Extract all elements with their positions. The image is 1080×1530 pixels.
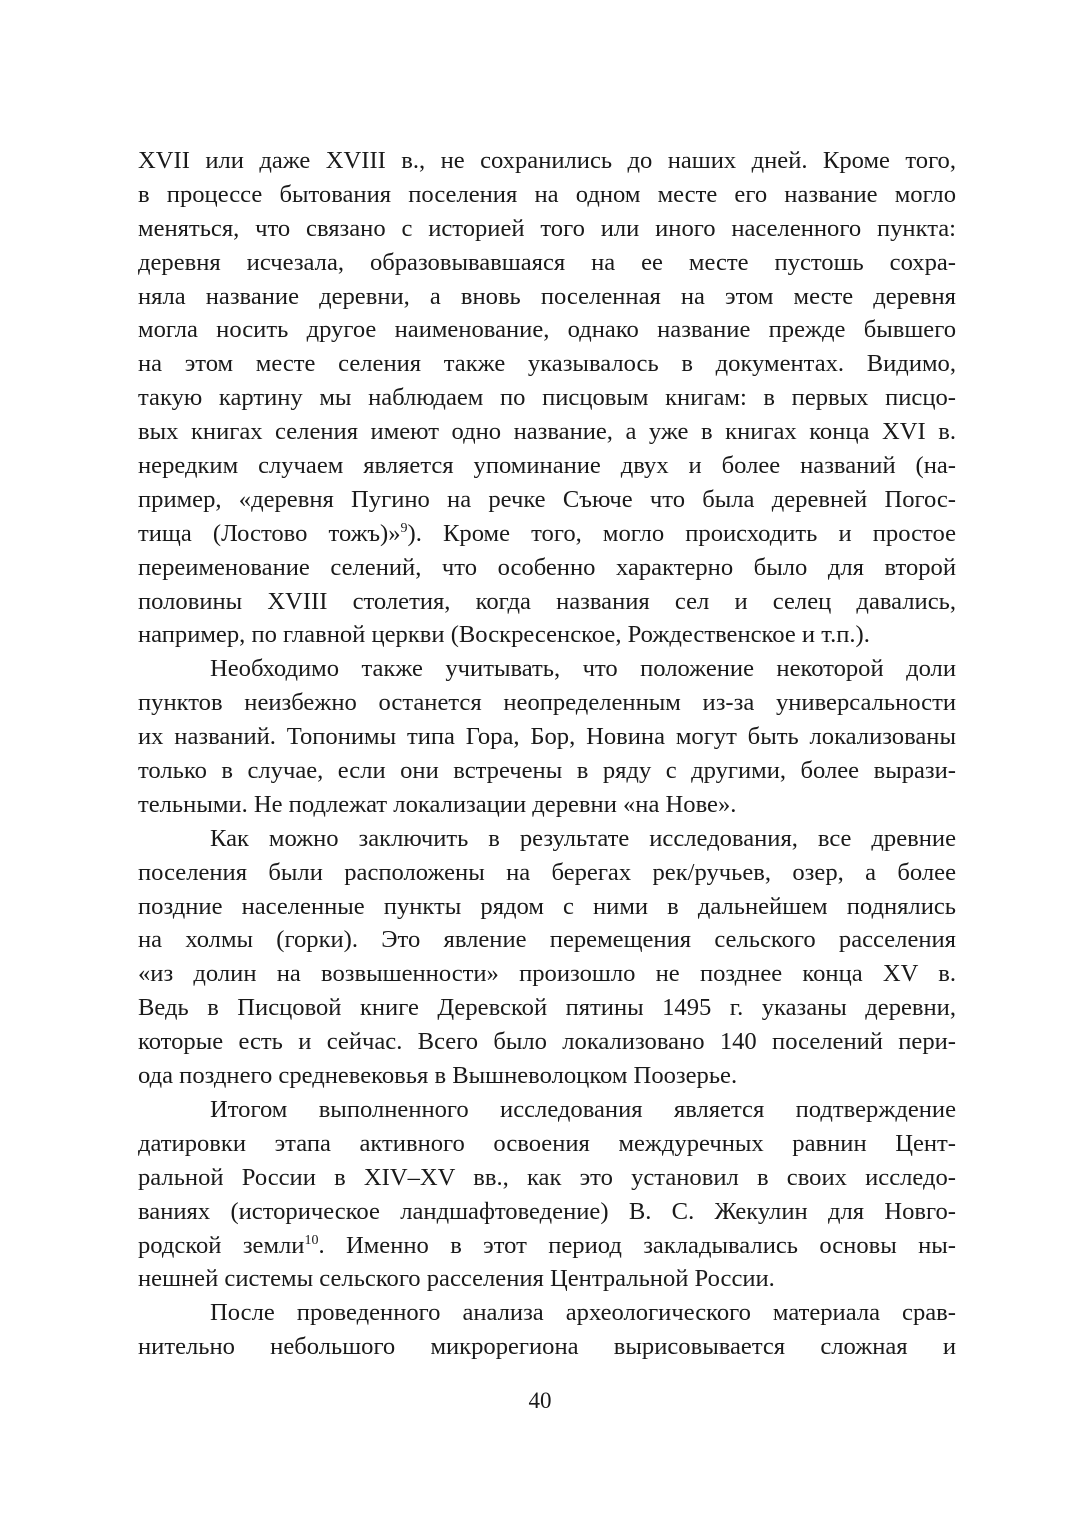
footnote-ref-10[interactable]: 10: [304, 1232, 319, 1248]
text-line: которые есть и сейчас. Всего было локализовано 140 поселений пери-: [138, 1028, 956, 1056]
text-line: переименование селений, что особенно характерно было для второй: [138, 553, 956, 581]
text-line-with-footnote: [138, 517, 956, 551]
footnote-ref-9[interactable]: 9: [400, 520, 408, 536]
text-line: на этом месте селения также указывалось в документах. Видимо,: [138, 350, 956, 378]
paragraph-first-line: После проведенного анализа археологического материала срав-: [210, 1299, 956, 1327]
text-line: меняться, что связано с историей того или иного населенного пункта:: [138, 214, 956, 242]
text-line: нительно небольшого микрорегиона вырисовывается сложная и: [138, 1333, 956, 1361]
paragraph-first-line: Итогом выполненного исследования является подтверждение: [210, 1095, 956, 1123]
paragraph-first-line: Как можно заключить в результате исследования, все древние: [210, 824, 956, 852]
text-line: ода позднего средневековья в Вышневолоцком Поозерье.: [138, 1062, 738, 1090]
text-line: пунктов неизбежно останется неопределенным из-за универсальности: [138, 689, 956, 717]
text-line: поздние населенные пункты рядом с ними в дальнейшем поднялись: [138, 892, 956, 920]
text-line: на холмы (горки). Это явление перемещения сельского расселения: [138, 926, 956, 954]
text-line: вых книгах селения имеют одно название, а уже в книгах конца XVI в.: [138, 418, 956, 446]
text-segment: ). Кроме того, могло происходить и простое: [407, 519, 956, 547]
text-line: датировки этапа активного освоения междуречных равнин Цент-: [138, 1129, 956, 1157]
text-segment: . Именно в этот период закладывались основы ны-: [318, 1231, 957, 1259]
text-line: в процессе бытования поселения на одном месте его название могло: [138, 180, 956, 208]
text-line: их названий. Топонимы типа Гора, Бор, Новина могут быть локализованы: [138, 723, 956, 751]
text-line: пример, «деревня Пугино на речке Съюче что была деревней Погос-: [138, 485, 956, 513]
paragraph-first-line: Необходимо также учитывать, что положение некоторой доли: [210, 655, 956, 683]
text-segment: родской земли: [138, 1231, 305, 1259]
text-line: XVII или даже XVIII в., не сохранились до наших дней. Кроме того,: [138, 147, 956, 174]
text-line: такую картину мы наблюдаем по писцовым книгам: в первых писцо-: [138, 384, 956, 412]
text-line: тельными. Не подлежат локализации деревни «на Нове».: [138, 790, 737, 818]
text-line: Ведь в Писцовой книге Деревской пятины 1495 г. указаны деревни,: [138, 994, 956, 1022]
text-line: половины XVIII столетия, когда названия сел и селец давались,: [138, 587, 956, 615]
text-line-with-footnote: [138, 1229, 956, 1263]
text-line: деревня исчезала, образовывавшаяся на ее месте пустошь сохра-: [138, 248, 956, 276]
text-line: «из долин на возвышенности» произошло не позднее конца XV в.: [138, 960, 956, 988]
text-line: нередким случаем является упоминание двух и более названий (на-: [138, 452, 956, 480]
text-segment: тища (Лостово тожъ)»: [138, 519, 401, 547]
text-line: только в случае, если они встречены в ряду с другими, более вырази-: [138, 757, 956, 785]
text-line: например, по главной церкви (Воскресенское, Рождественское и т.п.).: [138, 621, 870, 649]
text-line: нешней системы сельского расселения Центральной России.: [138, 1265, 775, 1293]
page-number: 40: [528, 1388, 552, 1413]
body-text: [138, 144, 956, 1364]
text-line: ваниях (историческое ландшафтоведение) В. С. Жекулин для Новго-: [138, 1197, 956, 1225]
text-line: ральной России в XIV–XV вв., как это установил в своих исследо-: [138, 1163, 956, 1191]
text-line: поселения были расположены на берегах рек/ручьев, озер, а более: [138, 858, 956, 886]
text-line: няла название деревни, а вновь поселенная на этом месте деревня: [138, 282, 956, 310]
text-line: могла носить другое наименование, однако название прежде бывшего: [138, 316, 956, 344]
